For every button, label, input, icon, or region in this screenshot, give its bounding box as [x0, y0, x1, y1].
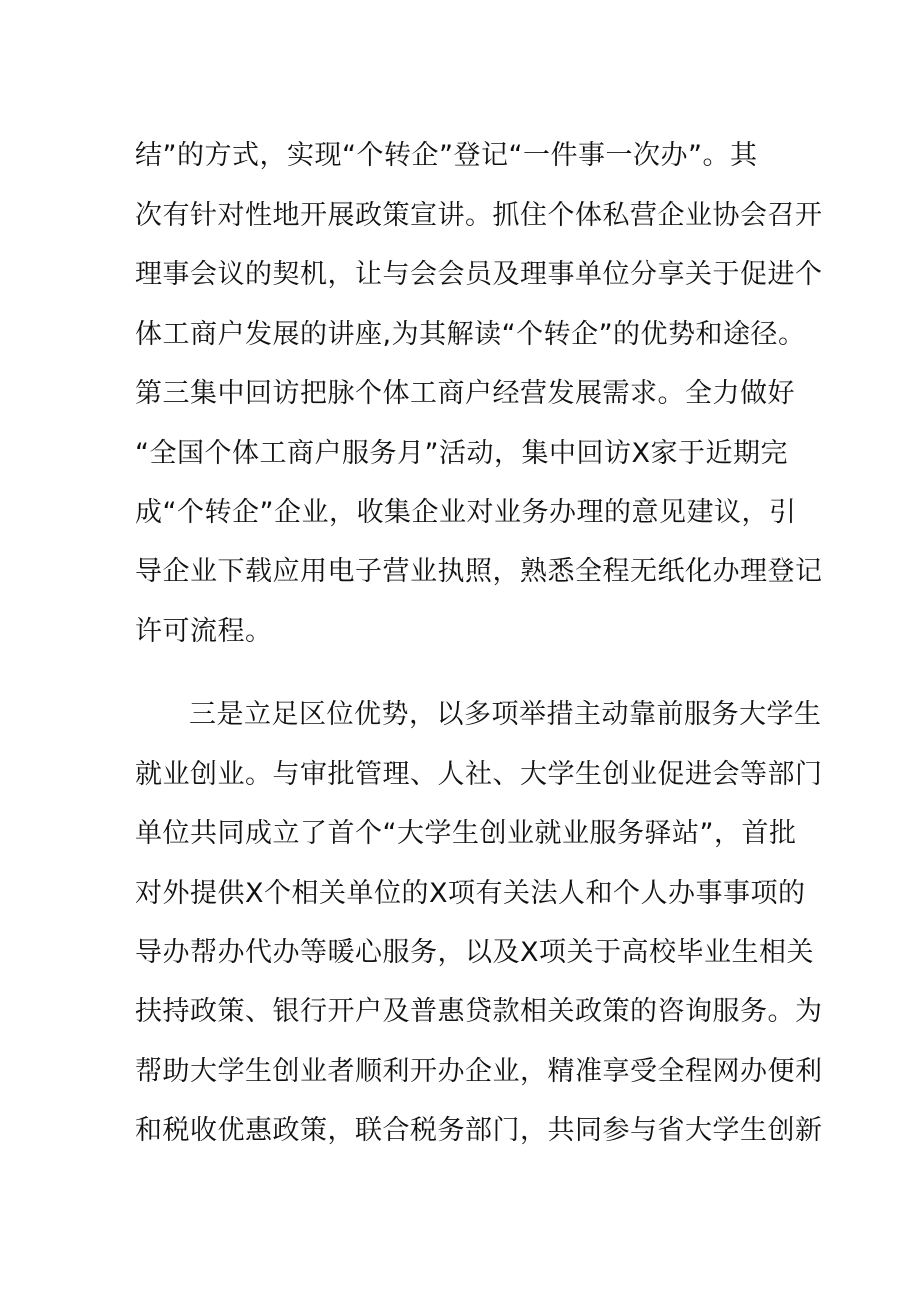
paragraph-line: 结”的方式，实现“个转企”登记“一件事一次办”。其: [135, 140, 758, 171]
paragraph-line: 体工商户发展的讲座,为其解读“个转企”的优势和途径。: [135, 319, 806, 350]
paragraph-line: 和税收优惠政策，联合税务部门，共同参与省大学生创新: [135, 1115, 823, 1146]
paragraph-line: 次有针对性地开展政策宣讲。抓住个体私营企业协会召开: [135, 200, 823, 231]
paragraph-line: 就业创业。与审批管理、人社、大学生创业促进会等部门: [135, 759, 823, 790]
paragraph-line: 三是立足区位优势，以多项举措主动靠前服务大学生: [189, 699, 822, 730]
paragraph-line: 许可流程。: [135, 616, 273, 647]
paragraph-line: 第三集中回访把脉个体工商户经营发展需求。全力做好: [135, 378, 795, 409]
paragraph-line: “全国个体工商户服务月”活动，集中回访X家于近期完: [135, 438, 788, 469]
paragraph-line: 扶持政策、银行开户及普惠贷款相关政策的咨询服务。为: [135, 996, 823, 1027]
paragraph-line: 导办帮办代办等暖心服务，以及X项关于高校毕业生相关: [135, 937, 814, 968]
paragraph-line: 成“个转企”企业，收集企业对业务办理的意见建议，引: [135, 497, 797, 528]
paragraph-line: 帮助大学生创业者顺利开办企业，精准享受全程网办便利: [135, 1056, 823, 1087]
paragraph-line: 理事会议的契机，让与会会员及理事单位分享关于促进个: [135, 259, 823, 290]
paragraph-line: 单位共同成立了首个“大学生创业就业服务驿站”，首批: [135, 818, 797, 849]
paragraph-line: 导企业下载应用电子营业执照，熟悉全程无纸化办理登记: [135, 556, 823, 587]
paragraph-line: 对外提供X个相关单位的X项有关法人和个人办事事项的: [135, 878, 806, 909]
